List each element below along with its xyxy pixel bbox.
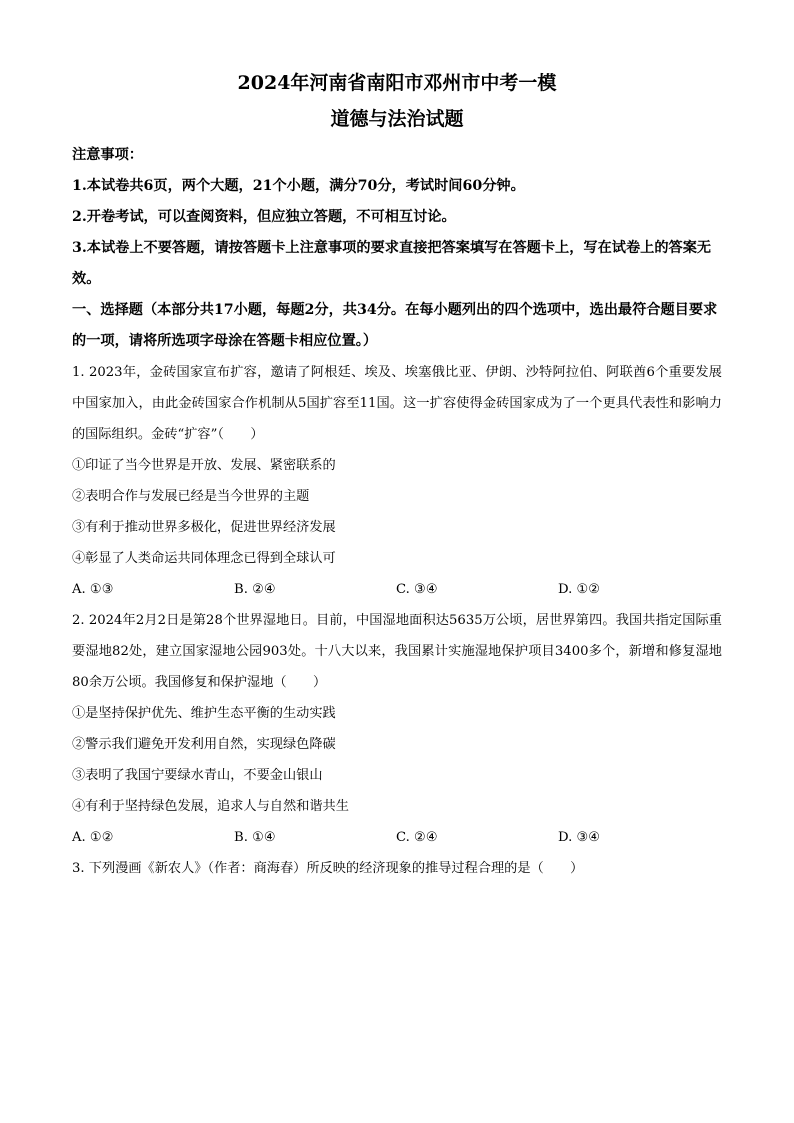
- option-a: A. ①③: [72, 582, 114, 597]
- question-3: [72, 853, 722, 884]
- statement: ②警示我们避免开发利用自然，实现绿色降碳: [72, 737, 336, 752]
- question-stem: 1. 2023年，金砖国家宣布扩容，邀请了阿根廷、埃及、埃塞俄比亚、伊朗、沙特阿拉伯、阿联酋6个重要发展中国家加入，由此金砖国家合作机制从5国扩容至11国。这一扩容使得金砖国家成为了一个更具代表性和影响力的国际组织。金砖“扩容”（ ）: [72, 365, 722, 442]
- exam-subtitle: 道德与法治试题: [330, 108, 464, 130]
- option-c: C. ③④: [396, 582, 438, 597]
- option-b: B. ①④: [234, 830, 276, 845]
- note-item-3: 3.本试卷上不要答题，请按答题卡上注意事项的要求直接把答案填写在答题卡上，写在试卷上的答案无效。: [72, 240, 712, 287]
- statement: ④彰显了人类命运共同体理念已得到全球认可: [72, 551, 336, 566]
- statement: ③表明了我国宁要绿水青山，不要金山银山: [72, 768, 323, 783]
- section-heading: 一、选择题（本部分共17小题，每题2分，共34分。在每小题列出的四个选项中，选出最符合题目要求的一项，请将所选项字母涂在答题卡相应位置。）: [72, 302, 718, 349]
- option-d: D. ①②: [558, 582, 601, 597]
- answer-options: [72, 822, 722, 853]
- question-stem: 2. 2024年2月2日是第28个世界湿地日。目前，中国湿地面积达5635万公顷，居世界第四。我国共指定国际重要湿地82处，建立国家湿地公园903处。十八大以来，我国累计实施湿地保护项目3400多个，新增和修复湿地80余万公顷。我国修复和保护湿地（ ）: [72, 613, 722, 690]
- statement: ③有利于推动世界多极化，促进世界经济发展: [72, 520, 336, 535]
- notes-section: [72, 140, 722, 295]
- option-a: A. ①②: [72, 830, 114, 845]
- statement: ④有利于坚持绿色发展，追求人与自然和谐共生: [72, 799, 349, 814]
- statement: ①是坚持保护优先、维护生态平衡的生动实践: [72, 706, 336, 721]
- notes-heading: 注意事项：: [72, 147, 143, 163]
- option-b: B. ②④: [234, 582, 276, 597]
- note-item-1: 1.本试卷共6页，两个大题，21个小题，满分70分，考试时间60分钟。: [72, 178, 525, 194]
- exam-title: 2024年河南省南阳市邓州市中考一模: [237, 72, 557, 94]
- note-item-2: 2.开卷考试，可以查阅资料，但应独立答题，不可相互讨论。: [72, 209, 456, 225]
- option-c: C. ②④: [396, 830, 438, 845]
- question-1: [72, 357, 722, 605]
- statement: ②表明合作与发展已经是当今世界的主题: [72, 489, 310, 504]
- question-2: [72, 605, 722, 853]
- question-stem: 3. 下列漫画《新农人》（作者：商海春）所反映的经济现象的推导过程合理的是（ ）: [72, 861, 584, 876]
- answer-options: [72, 574, 722, 605]
- option-d: D. ③④: [558, 830, 601, 845]
- statement: ①印证了当今世界是开放、发展、紧密联系的: [72, 458, 336, 473]
